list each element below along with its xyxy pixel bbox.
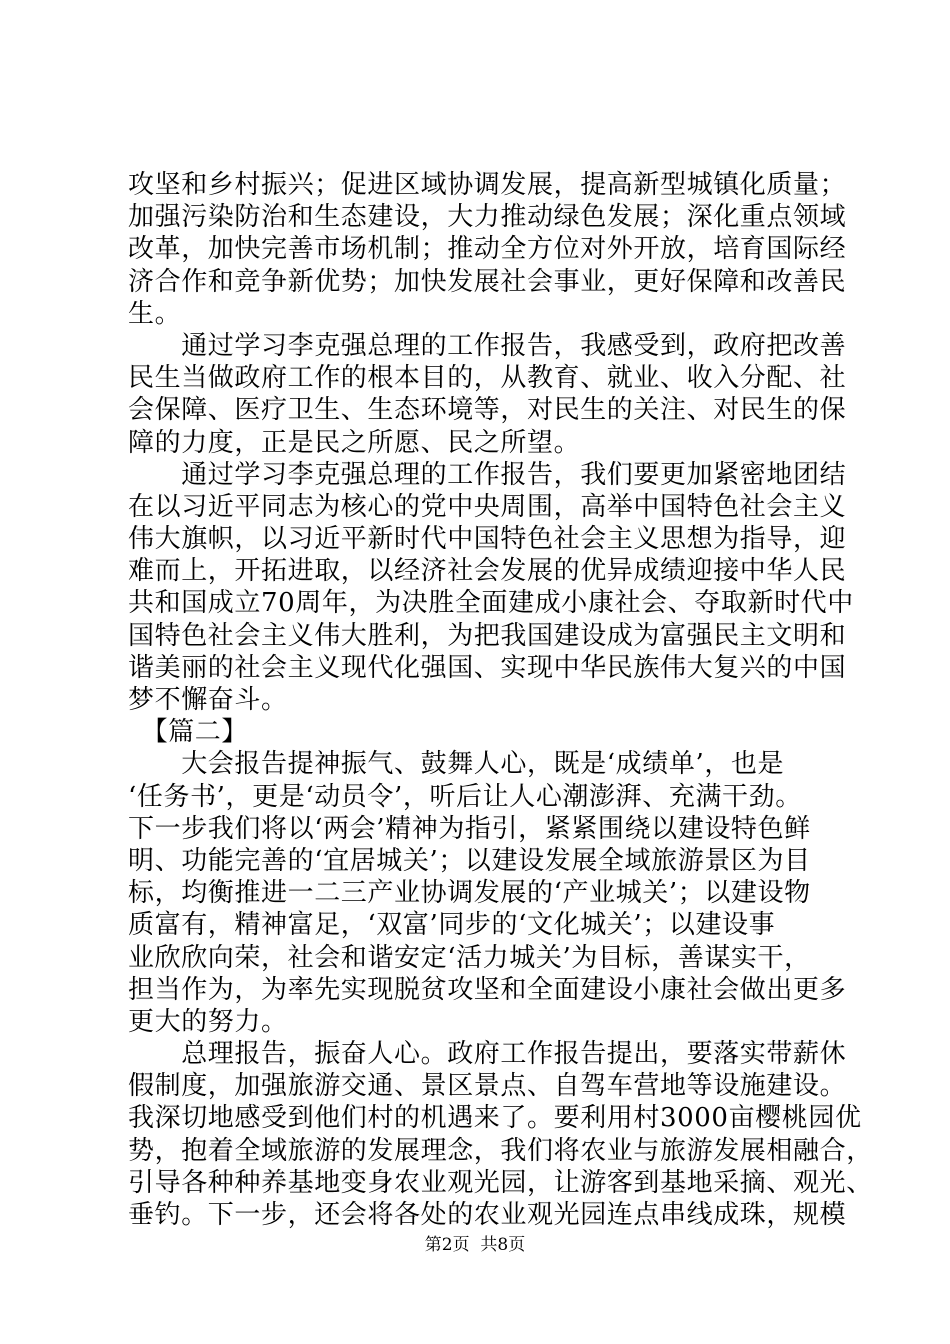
text-line: 共和国成立70周年，为决胜全面建成小康社会、夺取新时代中 <box>128 588 854 619</box>
text-line: 更大的努力。 <box>128 1006 288 1037</box>
text-line: 济合作和竞争新优势；加快发展社会事业，更好保障和改善民 <box>128 266 847 297</box>
text-line: 我深切地感受到他们村的机遇来了。要利用村3000亩樱桃园优 <box>128 1103 862 1134</box>
text-line: 难而上，开拓进取，以经济社会发展的优异成绩迎接中华人民 <box>128 556 847 587</box>
page-footer: 第2页 共8页 <box>424 1235 526 1255</box>
text-line: 民生当做政府工作的根本目的，从教育、就业、收入分配、社 <box>128 363 847 394</box>
text-line: ‘任务书’，更是‘动员令’，听后让人心潮澎湃、充满干劲。 <box>128 781 802 812</box>
text-line: 通过学习李克强总理的工作报告，我们要更加紧密地团结 <box>128 459 847 490</box>
text-line: 通过学习李克强总理的工作报告，我感受到，政府把改善 <box>128 330 847 361</box>
text-line: 业欣欣向荣，社会和谐安定‘活力城关’为目标，善谋实干， <box>128 942 811 973</box>
text-line: 标，均衡推进一二三产业协调发展的‘产业城关’；以建设物 <box>128 878 811 909</box>
text-line: 会保障、医疗卫生、生态环境等，对民生的关注、对民生的保 <box>128 395 847 426</box>
text-line: 梦不懈奋斗。 <box>128 685 288 715</box>
text-line: 在以习近平同志为核心的党中央周围，高举中国特色社会主义 <box>128 491 847 522</box>
text-line: 质富有，精神富足，‘双富’同步的‘文化城关’；以建设事 <box>128 910 776 941</box>
text-line: 引导各种种养基地变身农业观光园，让游客到基地采摘、观光、 <box>128 1167 873 1198</box>
text-line: 假制度，加强旅游交通、景区景点、自驾车营地等设施建设。 <box>128 1071 847 1102</box>
text-line: 障的力度，正是民之所愿、民之所望。 <box>128 427 581 458</box>
text-line: 谐美丽的社会主义现代化强国、实现中华民族伟大复兴的中国 <box>128 652 847 683</box>
text-line: 垂钓。下一步，还会将各处的农业观光园连点串线成珠，规模 <box>128 1200 847 1230</box>
text-line: 势，抱着全域旅游的发展理念，我们将农业与旅游发展相融合， <box>128 1135 873 1166</box>
text-line: 生。 <box>128 298 182 329</box>
text-line: 攻坚和乡村振兴；促进区域协调发展，提高新型城镇化质量； <box>128 170 847 200</box>
text-line: 总理报告，振奋人心。政府工作报告提出，要落实带薪休 <box>128 1039 847 1070</box>
text-line: 担当作为，为率先实现脱贫攻坚和全面建设小康社会做出更多 <box>128 974 847 1005</box>
text-line: 伟大旗帜，以习近平新时代中国特色社会主义思想为指导，迎 <box>128 524 847 555</box>
text-line: 改革，加快完善市场机制；推动全方位对外开放，培育国际经 <box>128 234 847 265</box>
text-line: 大会报告提神振气、鼓舞人心，既是‘成绩单’，也是 <box>128 749 785 780</box>
text-line: 明、功能完善的‘宜居城关’；以建设发展全域旅游景区为目 <box>128 845 811 876</box>
text-line: 国特色社会主义伟大胜利，为把我国建设成为富强民主文明和 <box>128 620 847 651</box>
text-line: 下一步我们将以‘两会’精神为指引，紧紧围绕以建设特色鲜 <box>128 813 811 844</box>
section-heading: 【篇二】 <box>128 717 249 748</box>
text-line: 加强污染防治和生态建设，大力推动绿色发展；深化重点领域 <box>128 202 847 233</box>
